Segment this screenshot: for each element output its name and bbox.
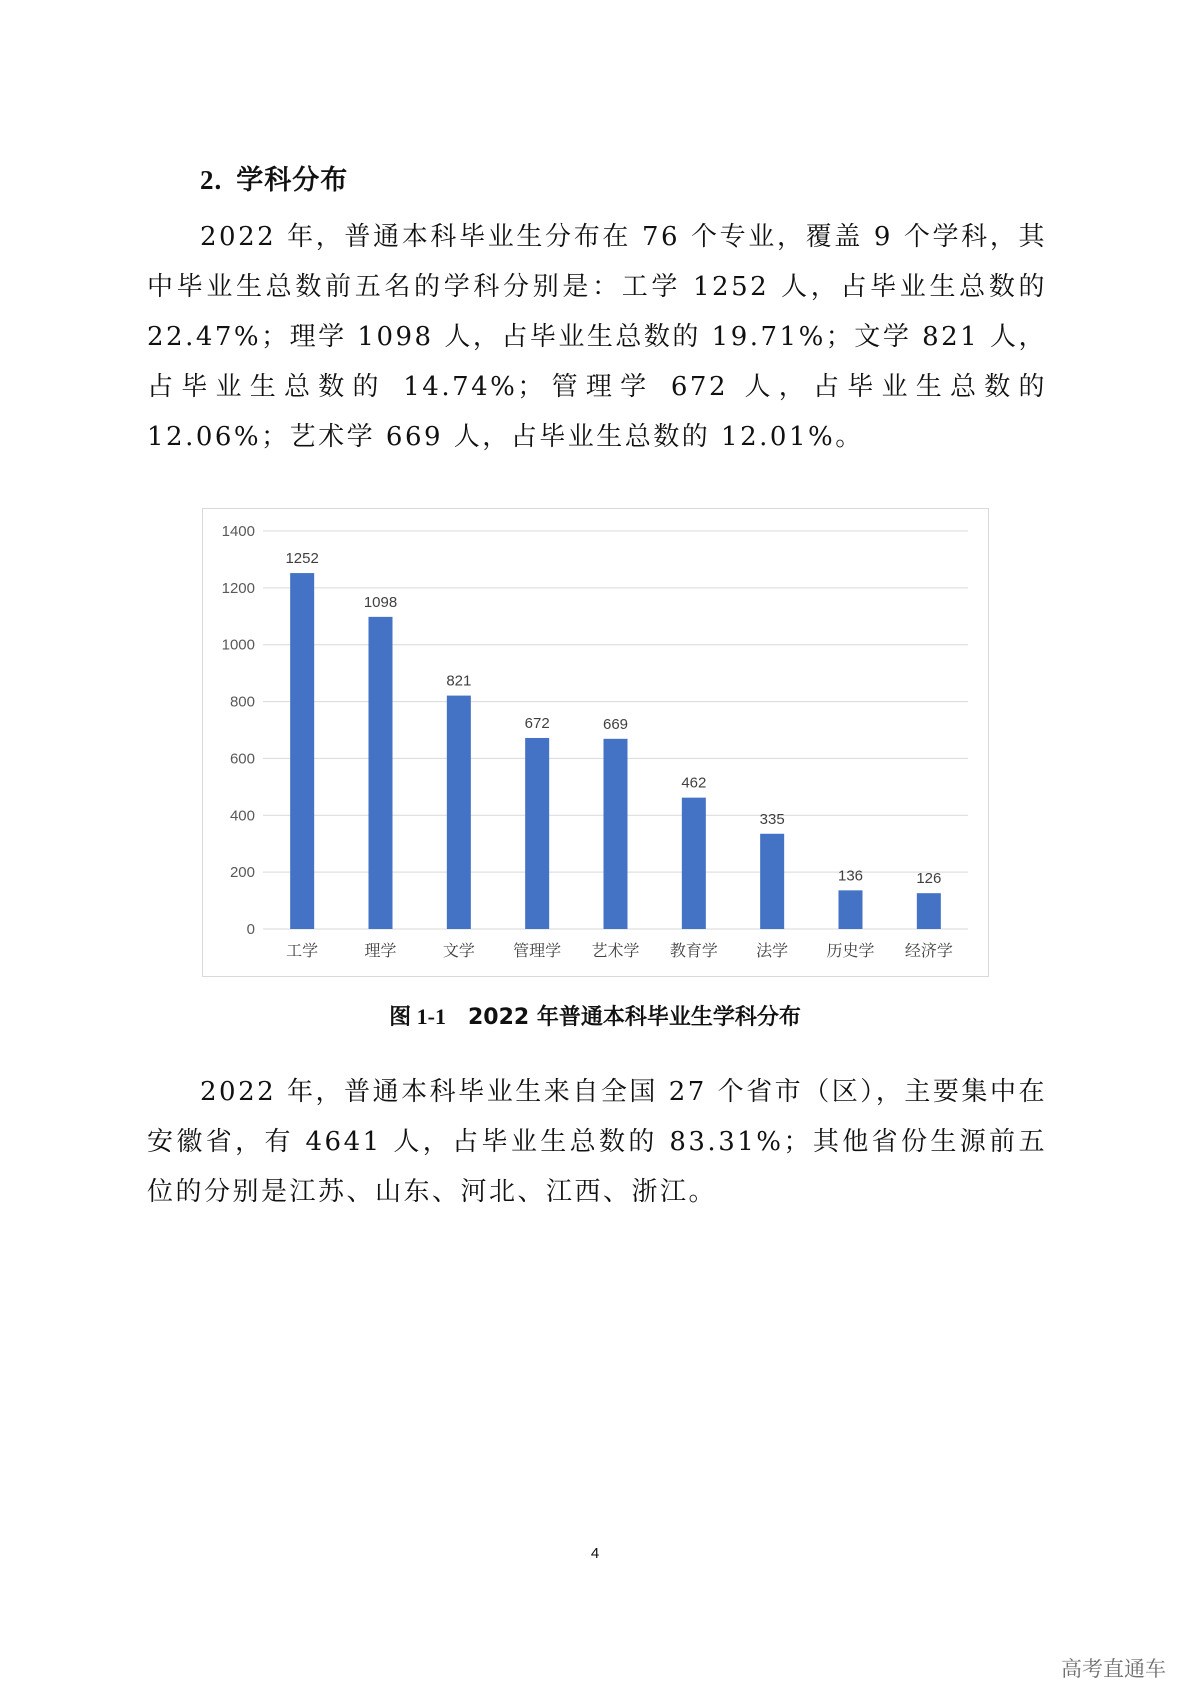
bar (917, 893, 941, 929)
x-tick-label: 教育学 (669, 941, 718, 960)
y-tick-label: 0 (246, 921, 255, 938)
data-label: 821 (446, 672, 472, 690)
x-tick-label: 艺术学 (591, 941, 640, 960)
y-tick-label: 1400 (221, 523, 255, 540)
bar (760, 834, 784, 929)
page-number: 4 (590, 1545, 600, 1562)
data-label: 1252 (285, 550, 319, 568)
bar (290, 573, 314, 929)
x-tick-label: 工学 (286, 941, 319, 960)
paragraph-origin-summary: 2022 年，普通本科毕业生来自全国 27 个省市（区），主要集中在安徽省，有 4641 人，占毕业生总数的 83.31%；其他省份生源前五位的分别是江苏、山东、河北、江西、浙江。 (147, 1077, 1047, 1207)
bar (682, 798, 706, 929)
figure-caption (0, 1000, 1190, 1031)
y-axis-ticks (222, 523, 255, 938)
y-tick-label: 800 (229, 693, 255, 711)
x-tick-label: 管理学 (513, 941, 562, 960)
bar (369, 617, 393, 929)
y-tick-label: 400 (229, 807, 255, 825)
y-tick-label: 200 (229, 864, 255, 882)
x-tick-label: 历史学 (826, 941, 875, 960)
paragraph-discipline-summary: 2022 年，普通本科毕业生分布在 76 个专业，覆盖 9 个学科，其中毕业生总数前五名的学科分别是：工学 1252 人，占毕业生总数的 22.47%；理学 1098 人，占毕业生总数的 19.71%；文学 821 人，占毕业生总数的 14.74%；管理学 672 人，占毕业生总数的 12.06%；艺术学 669 人，占毕业生总数的 12.01%。 (147, 222, 1047, 452)
x-tick-label: 经济学 (904, 941, 953, 960)
data-label: 136 (837, 867, 864, 885)
data-label: 672 (524, 714, 550, 732)
data-label: 335 (759, 810, 785, 828)
data-label: 462 (681, 774, 707, 792)
x-tick-label: 理学 (364, 941, 397, 960)
x-tick-label: 法学 (756, 941, 789, 960)
data-label: 669 (602, 715, 629, 733)
section-title: 学科分布 (236, 165, 349, 196)
section-number: 2. (200, 165, 223, 195)
bar (447, 696, 471, 929)
bar-chart (202, 508, 989, 977)
data-label: 1098 (363, 593, 398, 611)
y-tick-label: 600 (229, 750, 255, 768)
section-heading (200, 158, 348, 197)
x-tick-label: 文学 (442, 941, 475, 960)
figure-number: 图 1-1 (389, 1004, 446, 1029)
y-tick-label: 1200 (221, 579, 255, 597)
bar (525, 738, 549, 929)
watermark-text: 高考直通车 (1061, 1657, 1166, 1681)
bar (839, 890, 863, 929)
x-axis-ticks (286, 941, 953, 960)
data-label: 126 (916, 870, 942, 888)
y-tick-label: 1000 (221, 636, 255, 654)
figure-title: 2022 年普通本科毕业生学科分布 (467, 1005, 801, 1030)
bar (604, 739, 628, 929)
bar-chart-svg (203, 509, 990, 978)
